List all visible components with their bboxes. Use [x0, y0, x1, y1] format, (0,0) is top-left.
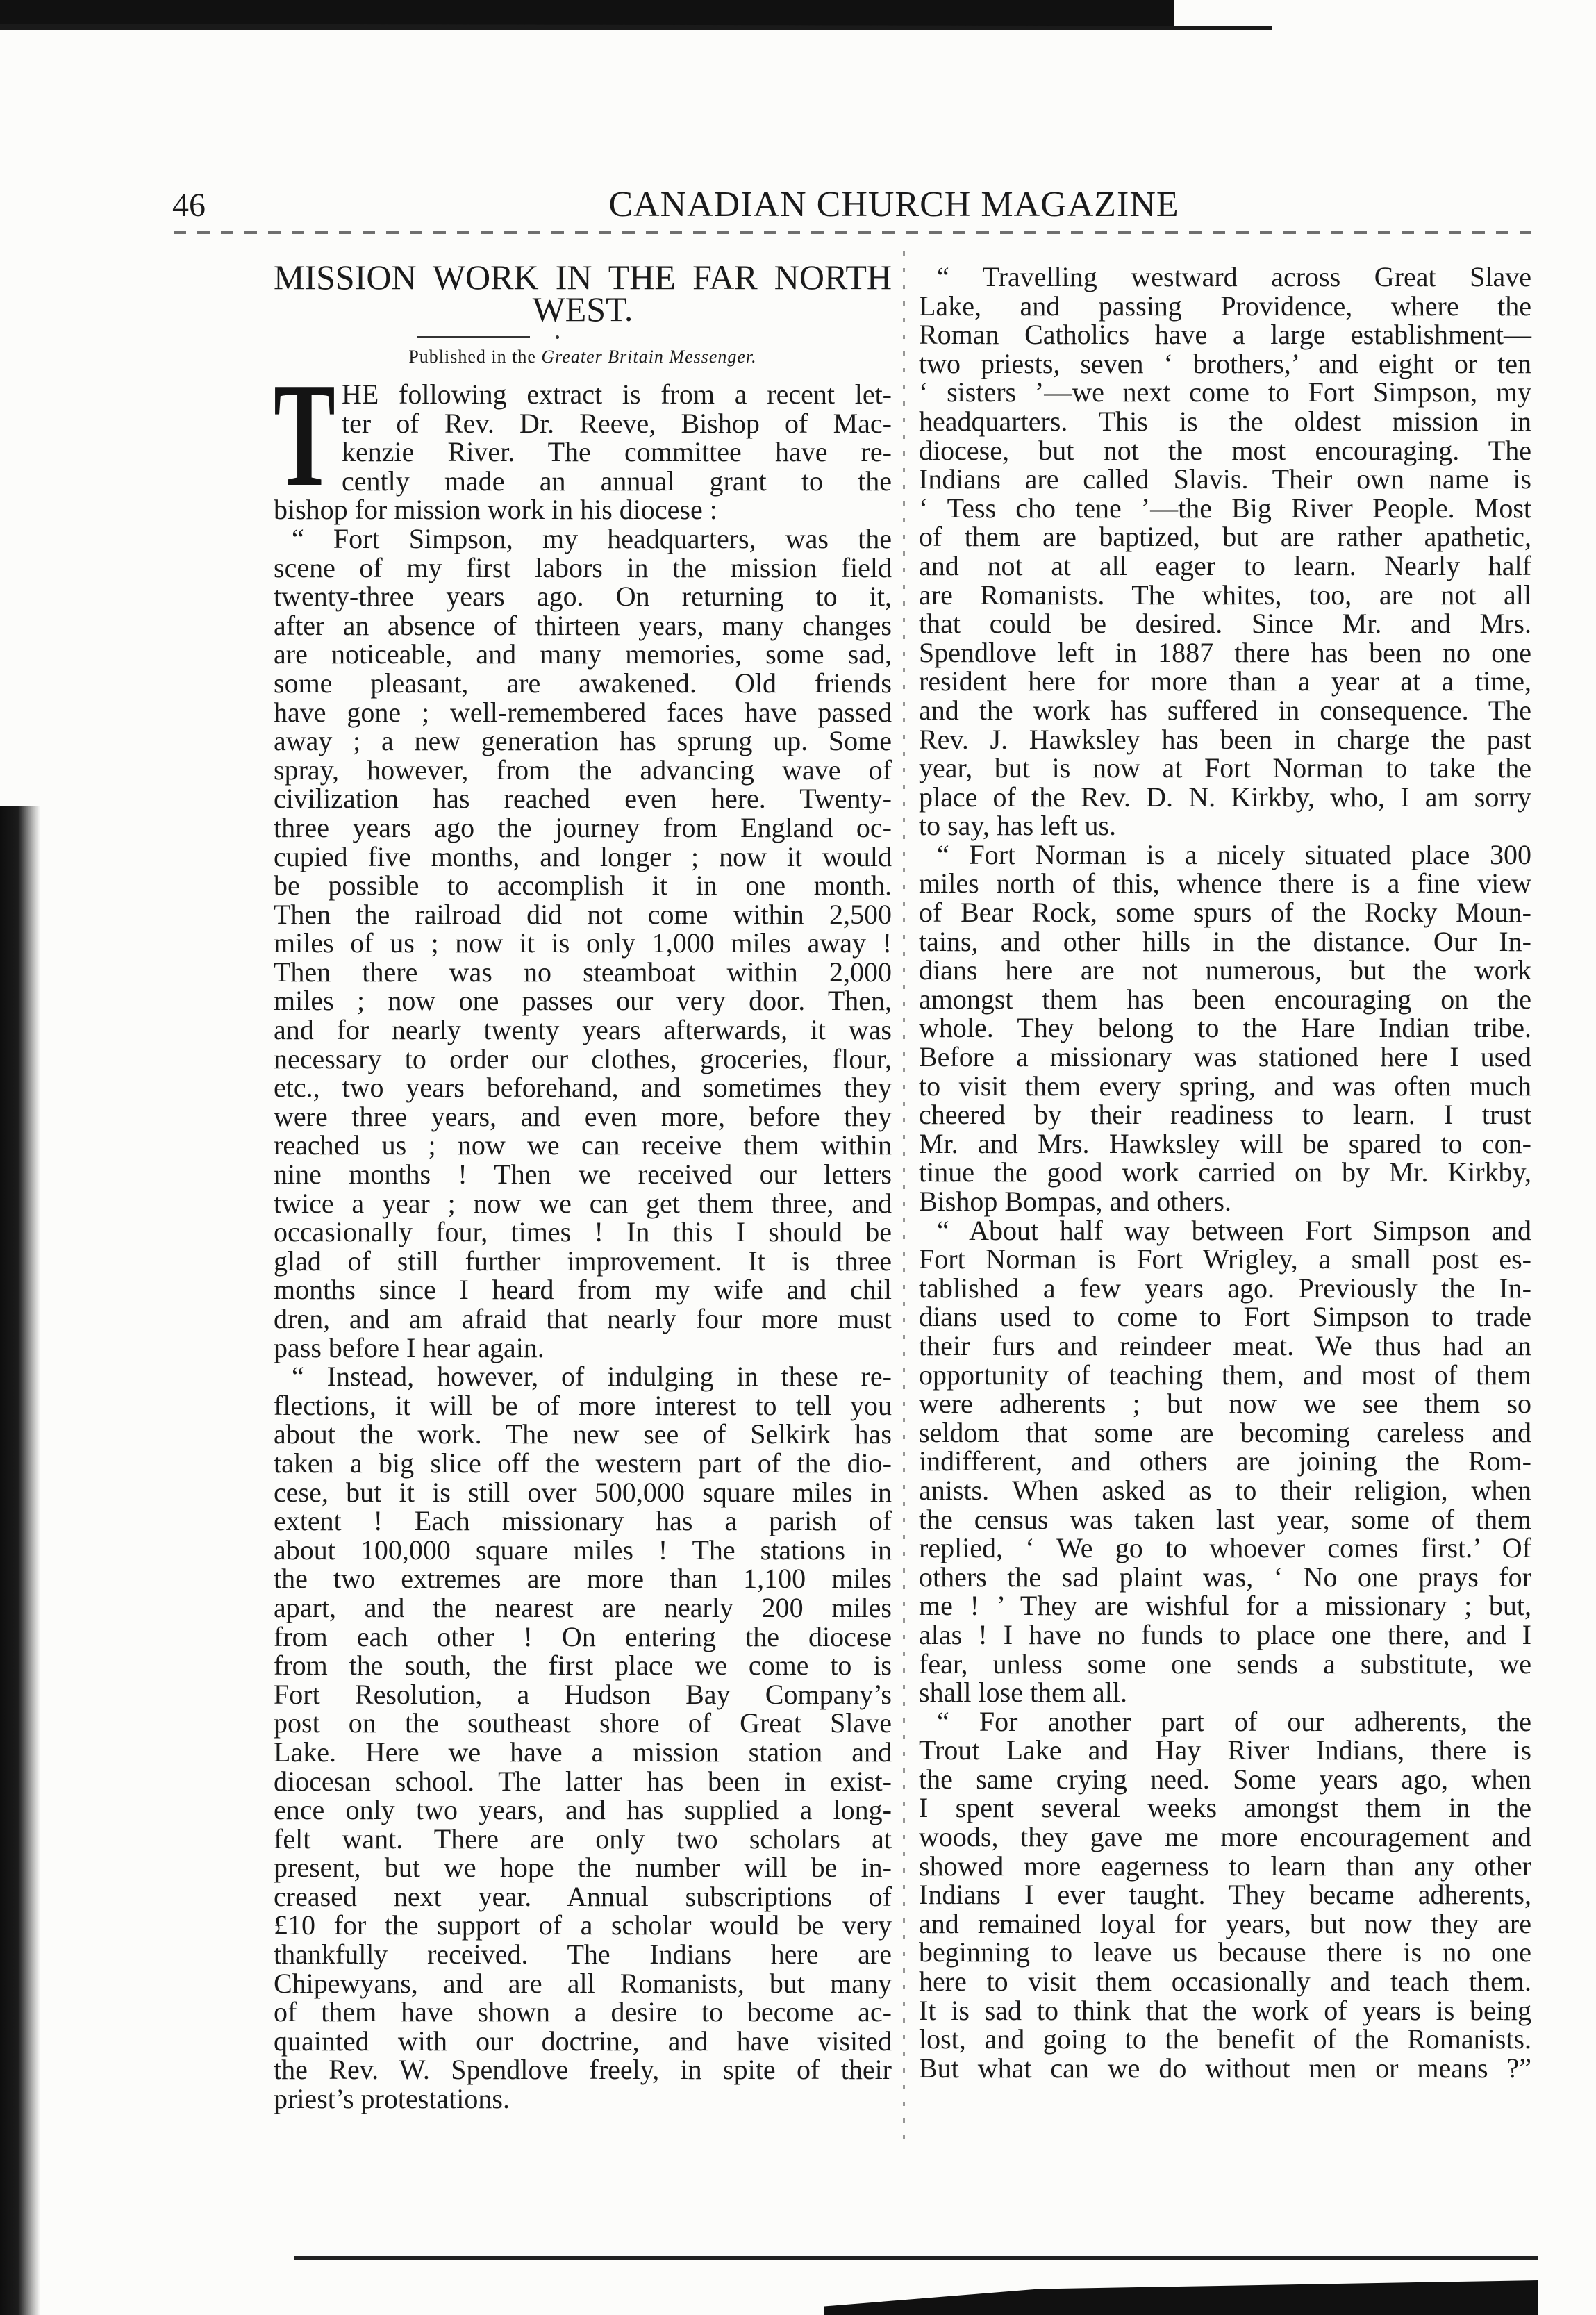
text-line: twenty-three years ago. On returning to it, — [274, 581, 892, 613]
text-line: reached us ; now we can receive them within — [274, 1129, 892, 1161]
paragraph — [919, 263, 1531, 840]
text-line: taken a big slice off the western part of the dio- — [274, 1447, 892, 1479]
text-line: two priests, seven ‘ brothers,’ and eight or ten — [919, 347, 1531, 379]
text-line: I spent several weeks amongst them in the — [919, 1792, 1531, 1824]
text-line: scene of my first labors in the mission field — [274, 551, 892, 583]
text-line: amongst them has been encouraging on the — [919, 983, 1531, 1015]
text-line: of them have shown a desire to become ac- — [274, 1996, 892, 2028]
source-prefix: Published in the — [408, 347, 542, 367]
text-line: etc., two years beforehand, and sometimes they — [274, 1072, 892, 1104]
text-line: from the south, the first place we come to is — [274, 1650, 892, 1682]
text-line: the Rev. W. Spendlove freely, in spite of their — [274, 2054, 892, 2086]
text-line: others the sad plaint was, ‘ No one prays for — [919, 1561, 1531, 1593]
paragraph — [274, 380, 892, 524]
text-line: kenzie River. The committee have re- — [342, 436, 892, 468]
text-line: months since I heard from my wife and chil — [274, 1274, 892, 1306]
text-line: necessary to order our clothes, groceries, flour, — [274, 1043, 892, 1074]
text-line: tains, and other hills in the distance. Our In- — [919, 925, 1531, 957]
running-head-title: CANADIAN CHURCH MAGAZINE — [608, 185, 1179, 224]
text-line: cheered by their readiness to learn. I trust — [919, 1099, 1531, 1131]
text-line: replied, ‘ We go to whoever comes first.’ Of — [919, 1532, 1531, 1564]
text-line: Lake. Here we have a mission station and — [274, 1736, 892, 1768]
text-line: cupied five months, and longer ; now it would — [274, 840, 892, 872]
text-line: “ Fort Simpson, my headquarters, was the — [292, 522, 892, 554]
text-line: “ About half way between Fort Simpson and — [937, 1214, 1531, 1246]
text-line: Trout Lake and Hay River Indians, there is — [919, 1734, 1531, 1766]
text-line: of Bear Rock, some spurs of the Rocky Moun- — [919, 897, 1531, 929]
text-line: indifferent, and others are joining the Rom- — [919, 1445, 1531, 1477]
text-line: Rev. J. Hawksley has been in charge the past — [919, 723, 1531, 755]
text-line: It is sad to think that the work of years is being — [919, 1994, 1531, 2026]
paragraph — [274, 1362, 892, 2113]
text-line: quainted with our doctrine, and have visited — [274, 2025, 892, 2057]
text-line: dren, and am afraid that nearly four more must — [274, 1303, 892, 1334]
article-title-line-2: WEST. — [532, 290, 633, 329]
text-line: dians used to come to Fort Simpson to trade — [919, 1301, 1531, 1333]
text-line: beginning to leave us because there is no one — [919, 1936, 1531, 1968]
text-line: tinue the good work carried on by Mr. Kirkby, — [919, 1156, 1531, 1188]
text-line: flections, it will be of more interest to tell you — [274, 1389, 892, 1421]
text-line: opportunity of teaching them, and most of them — [919, 1359, 1531, 1391]
text-line: spray, however, from the advancing wave of — [274, 754, 892, 786]
text-line: Then the railroad did not come within 2,500 — [274, 898, 892, 930]
text-line: Fort Resolution, a Hudson Bay Company’s — [274, 1678, 892, 1710]
title-rule-dot — [556, 335, 559, 339]
text-line: woods, they gave me more encouragement and — [919, 1821, 1531, 1853]
text-line: Chipewyans, and are all Romanists, but many — [274, 1967, 892, 1999]
text-line: £10 for the support of a scholar would be very — [274, 1909, 892, 1941]
text-line: be possible to accomplish it in one month. — [274, 870, 892, 902]
text-line: “ Travelling westward across Great Slave — [937, 261, 1531, 292]
paragraph — [919, 1707, 1531, 2083]
text-line: diocese, but not the most encouraging. The — [919, 434, 1531, 466]
text-line: about the work. The new see of Selkirk has — [274, 1418, 892, 1450]
text-line: apart, and the nearest are nearly 200 miles — [274, 1591, 892, 1623]
paragraph — [274, 524, 892, 1362]
text-line: here to visit them occasionally and teach them. — [919, 1966, 1531, 1998]
text-line: seldom that some are becoming careless and — [919, 1416, 1531, 1448]
text-line: are noticeable, and many memories, some sad, — [274, 638, 892, 670]
text-line: cently made an annual grant to the — [342, 465, 892, 497]
scan-bottom-edge-line — [294, 2256, 1538, 2260]
article-source-line — [274, 347, 892, 367]
text-line: Bishop Bompas, and others. — [919, 1186, 1231, 1217]
text-line: some pleasant, are awakened. Old friends — [274, 667, 892, 699]
text-line: pass before I hear again. — [274, 1331, 545, 1363]
text-line: me ! ’ They are wishful for a missionary ; but, — [919, 1590, 1531, 1622]
text-line: “ Fort Norman is a nicely situated place 300 — [937, 838, 1531, 870]
text-line: and not at all eager to learn. Nearly half — [919, 549, 1531, 581]
text-line: place of the Rev. D. N. Kirkby, who, I am sorry — [919, 781, 1531, 813]
text-line: cese, but it is still over 500,000 square miles in — [274, 1476, 892, 1508]
scan-left-edge-shadow — [0, 806, 40, 2315]
text-line: the same crying need. Some years ago, when — [919, 1763, 1531, 1795]
text-line: “ Instead, however, of indulging in these re- — [292, 1361, 892, 1393]
text-line: were adherents ; but now we see them so — [919, 1388, 1531, 1420]
text-line: year, but is now at Fort Norman to take the — [919, 752, 1531, 784]
page-number: 46 — [172, 187, 206, 224]
title-rule — [417, 336, 530, 338]
scan-bottom-edge-bar — [824, 2280, 1538, 2315]
text-line: three years ago the journey from England oc- — [274, 811, 892, 843]
text-line: extent ! Each missionary has a parish of — [274, 1505, 892, 1537]
text-line: are Romanists. The whites, too, are not all — [919, 579, 1531, 611]
text-line: and remained loyal for years, but now they are — [919, 1907, 1531, 1939]
text-line: miles ; now one passes our very door. Then, — [274, 985, 892, 1017]
text-line: headquarters. This is the oldest mission in — [919, 405, 1531, 437]
text-line: lost, and going to the benefit of the Romanists. — [919, 2023, 1531, 2055]
text-line: the census was taken last year, some of them — [919, 1503, 1531, 1535]
text-line: Mr. and Mrs. Hawksley will be spared to con- — [919, 1127, 1531, 1159]
text-line: twice a year ; now we can get them three, and — [274, 1187, 892, 1219]
column-divider — [903, 251, 905, 2141]
text-line: the two extremes are more than 1,100 miles — [274, 1563, 892, 1595]
text-line: diocesan school. The latter has been in exist- — [274, 1765, 892, 1797]
article-column-right — [919, 263, 1531, 2082]
text-line: from each other ! On entering the diocese — [274, 1620, 892, 1652]
text-line: and the work has suffered in consequence. The — [919, 694, 1531, 726]
article-title-line-1: MISSION WORK IN THE FAR NORTH — [274, 258, 892, 297]
paragraph — [919, 1216, 1531, 1707]
text-line: whole. They belong to the Hare Indian tribe. — [919, 1012, 1531, 1044]
text-line: HE following extract is from a recent let- — [342, 379, 892, 410]
text-line: thankfully received. The Indians here are — [274, 1939, 892, 1970]
text-line: occasionally four, times ! In this I should be — [274, 1216, 892, 1248]
text-line: have gone ; well-remembered faces have passed — [274, 696, 892, 728]
text-line: to visit them every spring, and was often much — [919, 1070, 1531, 1102]
text-line: “ For another part of our adherents, the — [937, 1705, 1531, 1737]
scan-top-edge-bar — [0, 0, 1174, 26]
text-line: and for nearly twenty years afterwards, it was — [274, 1014, 892, 1046]
text-line: their furs and reindeer meat. We thus had an — [919, 1329, 1531, 1361]
text-line: post on the southeast shore of Great Slave — [274, 1707, 892, 1739]
text-line: nine months ! Then we received our letters — [274, 1159, 892, 1190]
text-line: anists. When asked as to their religion, when — [919, 1474, 1531, 1506]
text-line: that could be desired. Since Mr. and Mrs. — [919, 608, 1531, 640]
text-line: ‘ sisters ’—we next come to Fort Simpson, my — [919, 376, 1531, 408]
text-line: showed more eagerness to learn than any other — [919, 1850, 1531, 1882]
text-line: civilization has reached even here. Twenty- — [274, 783, 892, 815]
text-line: Indians I ever taught. They became adherents, — [919, 1879, 1531, 1911]
text-line: fear, unless some one sends a substitute, we — [919, 1648, 1531, 1679]
text-line: Then there was no steamboat within 2,000 — [274, 956, 892, 988]
text-line: resident here for more than a year at a time, — [919, 665, 1531, 697]
text-line: miles north of this, whence there is a fine view — [919, 868, 1531, 899]
text-line: shall lose them all. — [919, 1677, 1127, 1709]
text-line: ence only two years, and has supplied a long- — [274, 1794, 892, 1826]
text-line: present, but we hope the number will be in- — [274, 1852, 892, 1884]
drop-cap-letter: T — [274, 351, 335, 517]
text-line: dians here are not numerous, but the work — [919, 954, 1531, 986]
text-line: bishop for mission work in his diocese : — [274, 494, 717, 526]
text-line: priest’s protestations. — [274, 2083, 510, 2115]
text-line: were three years, and even more, before they — [274, 1100, 892, 1132]
text-line: Roman Catholics have a large establishment— — [919, 319, 1531, 351]
text-line: of them are baptized, but are rather apathetic, — [919, 521, 1531, 553]
text-line: Fort Norman is Fort Wrigley, a small post es- — [919, 1243, 1531, 1275]
header-dotted-rule — [174, 231, 1531, 234]
text-line: miles of us ; now it is only 1,000 miles away ! — [274, 927, 892, 959]
text-line: glad of still further improvement. It is three — [274, 1245, 892, 1277]
text-line: But what can we do without men or means ?” — [919, 2052, 1531, 2084]
text-line: Indians are called Slavis. Their own name is — [919, 463, 1531, 495]
text-line: after an absence of thirteen years, many changes — [274, 609, 892, 641]
text-line: ‘ Tess cho tene ’—the Big River People. Most — [919, 492, 1531, 524]
text-line: Spendlove left in 1887 there has been no one — [919, 636, 1531, 668]
text-line: away ; a new generation has sprung up. Some — [274, 725, 892, 757]
text-line: Lake, and passing Providence, where the — [919, 290, 1531, 322]
text-line: to say, has left us. — [919, 810, 1117, 842]
paragraph — [919, 840, 1531, 1216]
text-line: creased next year. Annual subscriptions of — [274, 1880, 892, 1912]
text-line: ter of Rev. Dr. Reeve, Bishop of Mac- — [342, 407, 892, 439]
text-line: Before a missionary was stationed here I used — [919, 1041, 1531, 1073]
text-line: tablished a few years ago. Previously the In- — [919, 1272, 1531, 1304]
source-publication: Greater Britain Messenger. — [541, 347, 757, 367]
text-line: alas ! I have no funds to place one there, and I — [919, 1618, 1531, 1650]
text-line: felt want. There are only two scholars at — [274, 1823, 892, 1855]
text-line: about 100,000 square miles ! The stations in — [274, 1534, 892, 1566]
